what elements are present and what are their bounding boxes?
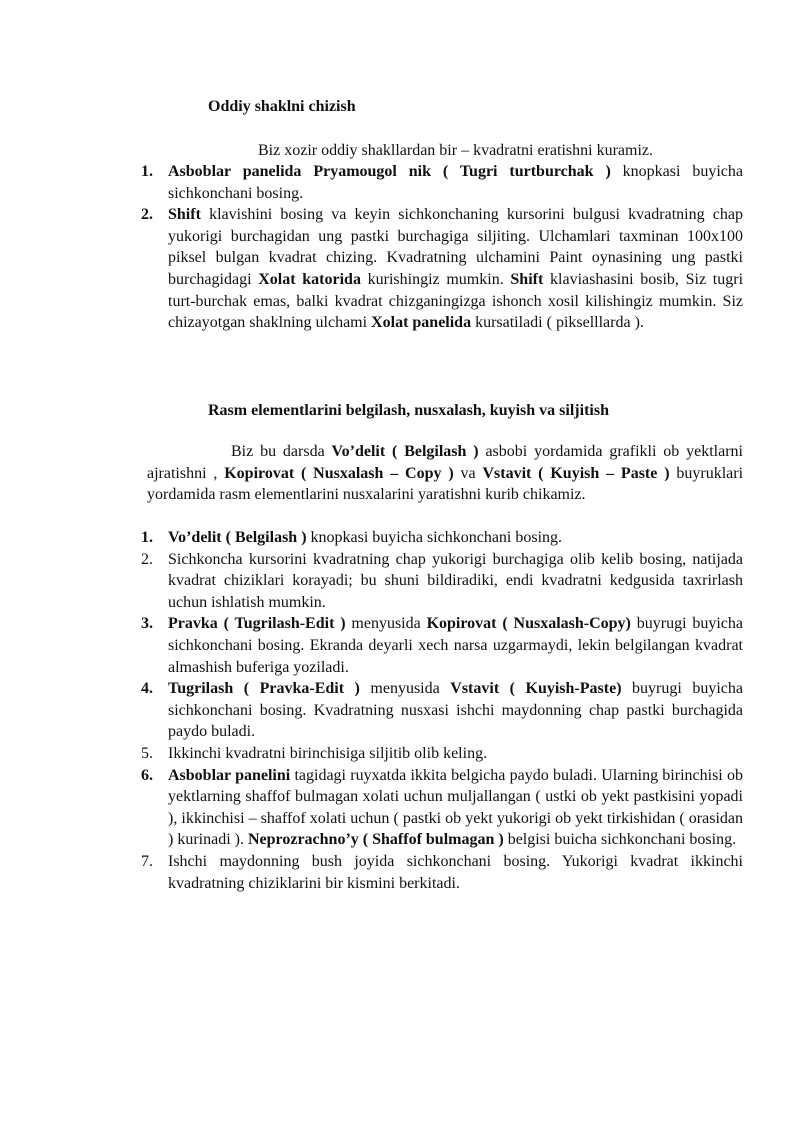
section-1-steps xyxy=(138,161,743,334)
list-item: 2. Shift klavishini bosing va keyin sichkonchaning kursorini bulgusi kvadratning chap yukorigi burchagidan ung pastki burchagiga siljiting. Ulchamlari taxminan 100x100 piksel bulgan kvadrat chizing. Kvadratning ulchamini Paint oynasining ung pastki burchagidagi Xolat katorida kurishingiz mumkin. Shift klaviashasini bosib, Siz tugri turt-burchak emas, balki kvadrat chizganingizga ishonch xosil kilishingiz mumkin. Siz chizayotgan shaklning ulchami Xolat panelida kursatiladi ( pikselllarda ). xyxy=(141,206,744,332)
step-number: 6. xyxy=(141,766,153,784)
list-item: 3. Pravka ( Tugrilash-Edit ) menyusida Kopirovat ( Nusxalash-Copy) buyrugi buyicha sichkonchani bosing. Ekranda deyarli xech narsa uzgarmaydi, lekin belgilangan kvadrat almashish buferiga yoziladi. xyxy=(141,615,743,676)
list-item: 2. Sichkoncha kursorini kvadratning chap yukorigi burchagiga olib kelib bosing, natijada kvadrat chiziklari korayadi; bu shuni bildiradiki, endi kvadratni kedgusida taxrirlash uchun ishlatish mumkin. xyxy=(141,550,743,611)
section-2-steps xyxy=(138,527,743,894)
step-number: 1. xyxy=(141,529,153,546)
list-item: 1. Asboblar panelida Pryamougol nik ( Tugri turtburchak ) knopkasi buyicha sichkonchani bosing. xyxy=(141,163,743,202)
step-number: 5. xyxy=(141,744,153,762)
step-number: 2. xyxy=(141,550,153,568)
list-item: 1. Vo’delit ( Belgilash ) knopkasi buyicha sichkonchani bosing. xyxy=(138,527,743,549)
step-number: 3. xyxy=(141,615,153,633)
step-number: 7. xyxy=(141,852,153,870)
step-number: 1. xyxy=(141,163,153,180)
list-item: 6. Asboblar panelini tagidagi ruyxatda ikkita belgicha paydo buladi. Ularning birinchisi ob yektlarning shaffof bulmagan xolati uchun muljallangan ( ustki ob yekt pastkisini yopadi ), ikkinchisi – shaffof xolati uchun ( pastki ob yekt yukorigi ob yekt tirkishidan ( orasidan ) kurinadi ). Neprozrachno’y ( Shaffof bulmagan ) belgisi buicha sichkonchani bosing. xyxy=(141,766,743,849)
section-2-intro: Biz bu darsda Vo’delit ( Belgilash ) asbobi yordamida grafikli ob yektlarni ajratishni , Kopirovat ( Nusxalash – Copy ) va Vstavit ( Kuyish – Paste ) buyruklari yordamida rasm elementlarini nusxalarini yaratishni kurib chikamiz. xyxy=(147,443,744,504)
list-item: 5. Ikkinchi kvadratni birinchisiga siljitib olib keling. xyxy=(138,743,743,765)
section-2-title: Rasm elementlarini belgilash, nusxalash, kuyish va siljitish xyxy=(208,402,609,419)
list-item: 7. Ishchi maydonning bush joyida sichkonchani bosing. Yukorigi kvadrat ikkinchi kvadratning chiziklarini bir kismini berkitadi. xyxy=(141,852,743,892)
step-number: 4. xyxy=(141,680,153,698)
section-1-intro: Biz xozir oddiy shakllardan bir – kvadratni eratishni kuramiz. xyxy=(258,142,653,159)
section-1-title: Oddiy shaklni chizish xyxy=(208,98,356,115)
step-number: 2. xyxy=(141,206,153,224)
list-item: 4. Tugrilash ( Pravka-Edit ) menyusida Vstavit ( Kuyish-Paste) buyrugi buyicha sichkonchani bosing. Kvadratning nusxasi ishchi maydonning chap pastki burchagida paydo buladi. xyxy=(141,680,743,741)
